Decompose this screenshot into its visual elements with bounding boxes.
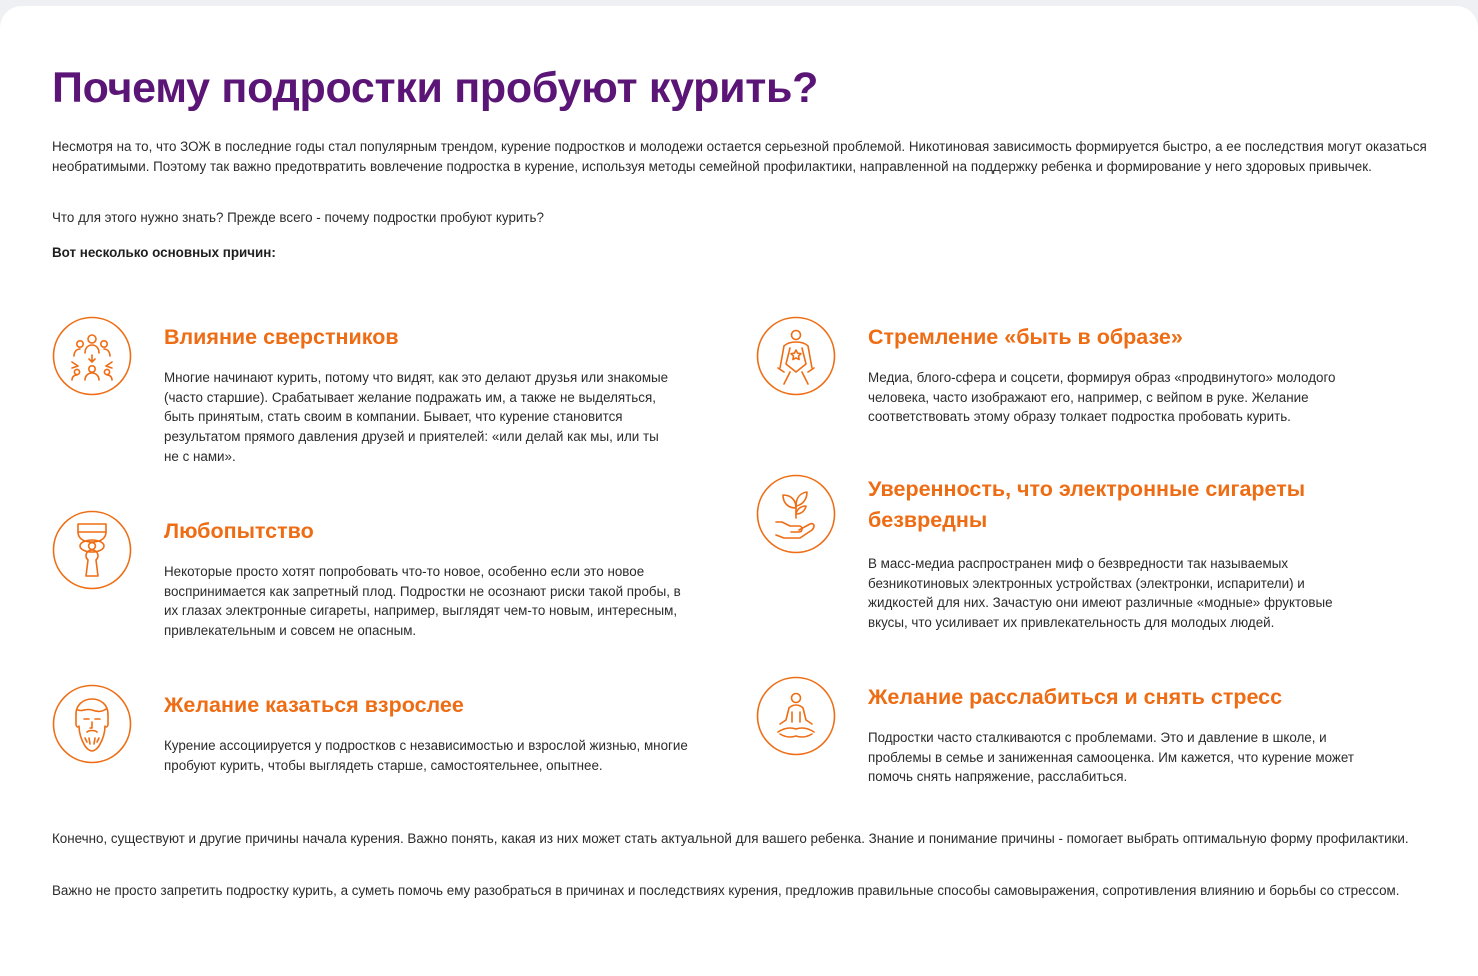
reason-be-in-image — [756, 316, 1436, 436]
intro-paragraph-1: Несмотря на то, что ЗОЖ в последние годы стал популярным трендом, курение подростков и молодежи остается серьезной проблемой. Никотиновая зависимость формируется быстро, а ее последствия могут оказаться необратимыми. Поэтому так важно предотвратить вовлечение подростка в курение, используя методы семейной профилактики, направленной на поддержку ребенка и формирование у него здоровых привычек. — [52, 139, 1427, 174]
reason-title: Стремление «быть в образе» — [868, 325, 1183, 349]
superhero-icon — [756, 316, 836, 396]
meditation-icon — [756, 676, 836, 756]
eye-keyhole-icon — [52, 510, 132, 590]
reason-title: Любопытство — [164, 519, 314, 543]
reason-ecig-harmless — [756, 474, 1436, 644]
reason-relax-stress — [756, 676, 1436, 796]
reason-peer-influence — [52, 316, 692, 476]
reason-text: Многие начинают курить, потому что видят, как это делают друзья или знакомые (часто старшие). Срабатывает желание подражать им, а также не выделяться, быть принятым, стать своим в компании. Бывает, что курение становится результатом прямого давления друзей и приятелей: «или делай как мы, или ты не с нами». — [164, 370, 669, 464]
content-card — [0, 6, 1478, 976]
bearded-man-icon — [52, 684, 132, 764]
reason-text: Подростки часто сталкиваются с проблемами. Это и давление в школе, и проблемы в семье и заниженная самооценка. Им кажется, что курение может помочь снять напряжение, расслабиться. — [868, 730, 1354, 785]
reason-title: Влияние сверстников — [164, 325, 399, 349]
reason-title: Желание казаться взрослее — [164, 693, 464, 717]
reason-text: Некоторые просто хотят попробовать что-то новое, особенно если это новое воспринимается как запретный плод. Подростки не осознают риски такой пробы, в их глазах электронные сигареты, например, выглядят чем-то новым, интересным, привлекательным и совсем не опасным. — [164, 564, 681, 639]
outro-paragraph-1: Конечно, существуют и другие причины начала курения. Важно понять, какая из них может стать актуальной для вашего ребенка. Знание и понимание причины - помогает выбрать оптимальную форму профилактики. — [52, 831, 1409, 846]
reason-seem-older — [52, 684, 692, 784]
hand-leaves-icon — [756, 474, 836, 554]
reason-curiosity — [52, 510, 692, 650]
reason-title: Уверенность, что электронные сигареты безвредны — [868, 477, 1306, 532]
reason-text: В масс-медиа распространен миф о безвредности так называемых безникотиновых электронных устройствах (электронки, испарители) и жидкостей для них. Зачастую они имеют различные «модные» фруктовые вкусы, что усиливает их привлекательность для молодых людей. — [868, 556, 1333, 631]
reasons-heading: Вот несколько основных причин: — [52, 245, 276, 260]
reason-text: Медиа, блого-сфера и соцсети, формируя образ «продвинутого» молодого человека, часто изображают его, например, с вейпом в руке. Желание соответствовать этому образу толкает подростка пробовать курить. — [868, 370, 1336, 425]
peer-group-icon — [52, 316, 132, 396]
reason-title: Желание расслабиться и снять стресс — [868, 685, 1283, 709]
reason-text: Курение ассоциируется у подростков с независимостью и взрослой жизнью, многие пробуют курить, чтобы выглядеть старше, самостоятельнее, опытнее. — [164, 738, 688, 773]
outro-paragraph-2: Важно не просто запретить подростку курить, а суметь помочь ему разобраться в причинах и последствиях курения, предложив правильные способы самовыражения, сопротивления влиянию и борьбы со стрессом. — [52, 883, 1400, 898]
intro-paragraph-2: Что для этого нужно знать? Прежде всего - почему подростки пробуют курить? — [52, 210, 544, 225]
page-title: Почему подростки пробуют курить? — [52, 64, 819, 112]
